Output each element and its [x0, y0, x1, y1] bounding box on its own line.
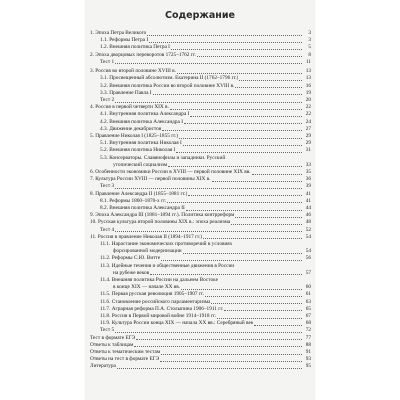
toc-leader-dots [162, 130, 302, 131]
toc-page-number: 44 [305, 204, 311, 211]
toc-entry [89, 299, 311, 306]
toc-entry-text: 3.1. Просвещенный абсолютизм. Екатерина II (1762–1796 гг.) [100, 75, 239, 82]
toc-entry-text: 8. Правление Александра II (1855–1881 гг.) [90, 190, 188, 197]
toc-entry [89, 327, 311, 334]
toc-leader-dots [160, 361, 302, 362]
toc-entry-text: Ответы к тематическим тестам [90, 349, 161, 356]
toc-entry-text: 11.7. Аграрная реформа П.А. Столыпина 1906–1911 гг. [100, 305, 224, 312]
toc-leader-dots [183, 253, 302, 254]
toc-page-number: 36 [305, 176, 311, 183]
toc-entry [89, 169, 311, 176]
toc-entry-text: форсированной модернизации [113, 248, 182, 255]
toc-entry [89, 335, 311, 342]
toc-page-number: 11 [305, 58, 311, 65]
toc-entry-text: 11.8. Россия в Первой мировой войне 1914–1918 гг. [100, 313, 216, 320]
toc-page-number: 91 [305, 349, 311, 356]
toc-leader-dots [147, 35, 302, 36]
toc-entry [89, 183, 311, 190]
toc-page-number: 31 [305, 147, 311, 154]
toc-leader-dots [177, 73, 302, 74]
toc-entry [89, 342, 311, 349]
toc-entry [89, 162, 311, 169]
toc-entry-text: Ответы на тест в формате ЕГЭ [90, 356, 160, 363]
toc-entry [89, 306, 311, 313]
toc-leader-dots [188, 195, 302, 196]
toc-entry-text: 4.1. Внутренняя политика Александра I [100, 111, 190, 118]
toc-entry-text: 2. Эпоха дворцовых переворотов 1725–1762 гг. [90, 51, 196, 58]
toc-page-number: 13 [305, 75, 311, 82]
toc-entry-text: 11.1. Нарастание экономических противоречий в условиях [100, 240, 233, 247]
toc-leader-dots [150, 274, 302, 275]
toc-entry [89, 270, 311, 277]
toc-entry [89, 68, 311, 75]
toc-page-number: 61 [305, 291, 311, 298]
toc-page-number: 3 [308, 37, 311, 44]
toc-page-number: 41 [305, 197, 311, 204]
toc-entry-text: 4. Россия в первой четверти XIX в. [90, 104, 169, 111]
toc-entry [89, 104, 311, 111]
toc-leader-dots [115, 188, 302, 189]
toc-entry [89, 291, 311, 298]
toc-leader-dots [136, 339, 302, 340]
toc-entry [89, 313, 311, 320]
toc-leader-dots [171, 49, 302, 50]
toc-entry [89, 234, 311, 241]
toc-entry-text: Тест 4 [100, 226, 115, 233]
toc-page-number: 33 [305, 161, 311, 168]
toc-entry [89, 52, 311, 59]
toc-page-number: 13 [305, 68, 311, 75]
toc-entry [89, 219, 311, 226]
toc-entry [89, 147, 311, 154]
toc-entry [89, 198, 311, 205]
toc-entry [89, 59, 311, 66]
toc-entry [89, 349, 311, 356]
toc-leader-dots [181, 289, 302, 290]
toc-entry-text: 11. Россия в правление Николая II (1894–1917 гг.) [90, 233, 202, 240]
toc-entry-text: Тест в формате ЕГЭ [90, 334, 136, 341]
toc-page-number: 3 [308, 30, 311, 36]
toc-entry [89, 212, 311, 219]
toc-entry-text: 1.2. Внешняя политика Петра I [100, 44, 170, 51]
toc-page-number: 41 [305, 190, 311, 197]
toc-entry-text: 4.2. Внешняя политика Александра I [100, 118, 183, 125]
toc-entry-text: на рубеже веков [113, 269, 150, 276]
toc-page-number: 8 [308, 51, 311, 58]
toc-entry-text: 8.1. Реформы 1860–1870-х гг. [100, 197, 167, 204]
toc-page-number: 65 [305, 305, 311, 312]
toc-entry [89, 111, 311, 118]
toc-entry-text: Ответы к таблицам [90, 341, 134, 348]
toc-entry-text: 3. Россия во второй половине XVIII в. [90, 68, 176, 75]
toc-entry-text: 5.2. Внешняя политика Николая I [100, 147, 176, 154]
toc-page-number: 56 [305, 255, 311, 262]
toc-leader-dots [179, 138, 302, 139]
toc-entry-text: Тест 5 [100, 327, 115, 334]
toc-leader-dots [254, 325, 302, 326]
toc-page-number: 63 [305, 298, 311, 305]
toc-entry [89, 30, 311, 37]
toc-entry [89, 97, 311, 104]
toc-leader-dots [168, 166, 302, 167]
toc-entry-text: 6. Особенности экономики России в XVIII — первой половине XIX вв. [90, 168, 251, 175]
toc-page-number: 16 [305, 82, 311, 89]
toc-page-number: 22 [305, 111, 311, 118]
toc-leader-dots [161, 354, 302, 355]
toc-leader-dots [161, 260, 302, 261]
toc-leader-dots [115, 231, 302, 232]
toc-entry-text: Литература [90, 363, 116, 370]
toc-entry [89, 126, 311, 133]
toc-leader-dots [153, 94, 302, 95]
toc-entry [89, 284, 311, 291]
toc-entry [89, 176, 311, 183]
toc-entry-text: 11.5. Первая русская революция 1905–1907 гг. [100, 291, 204, 298]
toc-page-number: 39 [305, 183, 311, 190]
toc-entry-text: 8.2. Внешняя политика Александра II [100, 204, 185, 211]
toc-leader-dots [170, 109, 302, 110]
toc-leader-dots [115, 63, 302, 64]
toc-entry [89, 83, 311, 90]
toc-entry-text: 9. Эпоха Александра III (1881–1894 гг.). Политика контрреформ [90, 212, 235, 219]
toc-page-number: 93 [305, 356, 311, 363]
toc-leader-dots [239, 80, 302, 81]
book-page [85, 0, 315, 400]
toc-leader-dots [203, 238, 302, 239]
toc-entry-text: утопический социализм [113, 161, 168, 168]
toc-entry [89, 155, 311, 162]
toc-entry [89, 227, 311, 234]
toc-entry [89, 363, 311, 370]
toc-leader-dots [117, 368, 302, 369]
toc-entry-text: 11.4. Внешняя политика России на дальнем Востоке [100, 277, 218, 283]
toc-entry-text: 5. Правление Николая I (1825–1855 гг.) [90, 132, 179, 139]
toc-entry [89, 320, 311, 327]
toc-entry-text: 3.2. Внешняя политика России во второй половине XVIII в. [100, 82, 235, 89]
toc-leader-dots [149, 42, 302, 43]
toc-entry-text: 5.1. Внутренняя политика Николая I [100, 140, 182, 147]
toc-page-number: 88 [305, 341, 311, 348]
page-title: Содержание [165, 10, 235, 21]
toc-page-number: 77 [305, 334, 311, 341]
toc-page-number: 57 [305, 269, 311, 276]
toc-entry-text: 7. Культура России XVIII — первой половины XIX в. [90, 176, 211, 183]
toc-entry-text: в конце XIX — начале XX вв. [113, 284, 181, 291]
toc-page-number: 54 [305, 248, 311, 255]
toc-page-number: 67 [305, 313, 311, 320]
toc-entry-text: 11.2. Реформы С.Ю. Витте [100, 255, 161, 262]
toc-entry-text: 5.3. Консерваторы. Славянофилы и западники. Русский [100, 154, 226, 161]
toc-page-number: 60 [305, 284, 311, 291]
toc-page-number: 52 [305, 226, 311, 233]
toc-leader-dots [224, 310, 302, 311]
toc-leader-dots [211, 303, 302, 304]
toc-entry [89, 241, 311, 248]
toc-entry-text: Тест 3 [100, 183, 115, 190]
toc-leader-dots [197, 56, 302, 57]
toc-leader-dots [115, 102, 302, 103]
toc-page-number: 29 [305, 132, 311, 139]
toc-entry [89, 191, 311, 198]
toc-page-number: 48 [305, 219, 311, 226]
toc-entry [89, 277, 311, 284]
toc-entry [89, 90, 311, 97]
toc-entry [89, 133, 311, 140]
toc-entry [89, 263, 311, 270]
toc-leader-dots [212, 181, 302, 182]
toc-leader-dots [134, 346, 302, 347]
toc-entry-text: 4.3. Движение декабристов [100, 125, 162, 132]
toc-entry [89, 205, 311, 212]
toc-leader-dots [252, 174, 302, 175]
toc-entry-text: 11.3. Идейные течения и общественные движения в России [100, 262, 235, 269]
toc-leader-dots [231, 224, 302, 225]
toc-leader-dots [190, 116, 302, 117]
toc-page-number: 54 [305, 233, 311, 240]
toc-entry [89, 37, 311, 44]
toc-leader-dots [217, 318, 302, 319]
toc-leader-dots [186, 210, 302, 211]
toc-page-number: 29 [305, 140, 311, 147]
toc-page-number: 46 [305, 212, 311, 219]
toc-entry-text: Тест 2 [100, 96, 115, 103]
toc-leader-dots [176, 152, 302, 153]
toc-entry-text: 11.9. Культура России конца XIX — начала XX вв.: Серебряный век [100, 320, 254, 327]
table-of-contents [89, 30, 311, 371]
toc-page-number: 22 [305, 104, 311, 111]
toc-page-number: 95 [305, 363, 311, 370]
toc-entry [89, 140, 311, 147]
toc-leader-dots [184, 123, 302, 124]
toc-entry-text: 11.6. Становление российского парламентаризма [100, 298, 211, 305]
toc-entry-text: 1. Эпоха Петра Великого [90, 30, 147, 36]
toc-leader-dots [235, 217, 302, 218]
toc-leader-dots [167, 202, 302, 203]
toc-entry [89, 255, 311, 262]
toc-page-number: 35 [305, 168, 311, 175]
toc-leader-dots [115, 332, 302, 333]
toc-entry [89, 119, 311, 126]
toc-page-number: 27 [305, 125, 311, 132]
toc-page-number: 20 [305, 96, 311, 103]
toc-page-number: 19 [305, 89, 311, 96]
toc-entry-text: 1.1. Реформы Петра I [100, 37, 149, 44]
toc-page-number: 24 [305, 118, 311, 125]
toc-entry [89, 356, 311, 363]
toc-entry [89, 75, 311, 82]
toc-page-number: 5 [308, 44, 311, 51]
toc-leader-dots [205, 296, 302, 297]
toc-entry [89, 44, 311, 51]
toc-leader-dots [183, 145, 302, 146]
toc-entry-text: 3.3. Правление Павла I [100, 89, 152, 96]
toc-entry-text: 10. Русская культура второй половины XIX в.: эпоха реализма [90, 219, 231, 226]
toc-entry-text: Тест 1 [100, 58, 115, 65]
toc-entry [89, 248, 311, 255]
toc-page-number: 72 [305, 327, 311, 334]
toc-page-number: 68 [305, 320, 311, 327]
toc-leader-dots [235, 87, 302, 88]
